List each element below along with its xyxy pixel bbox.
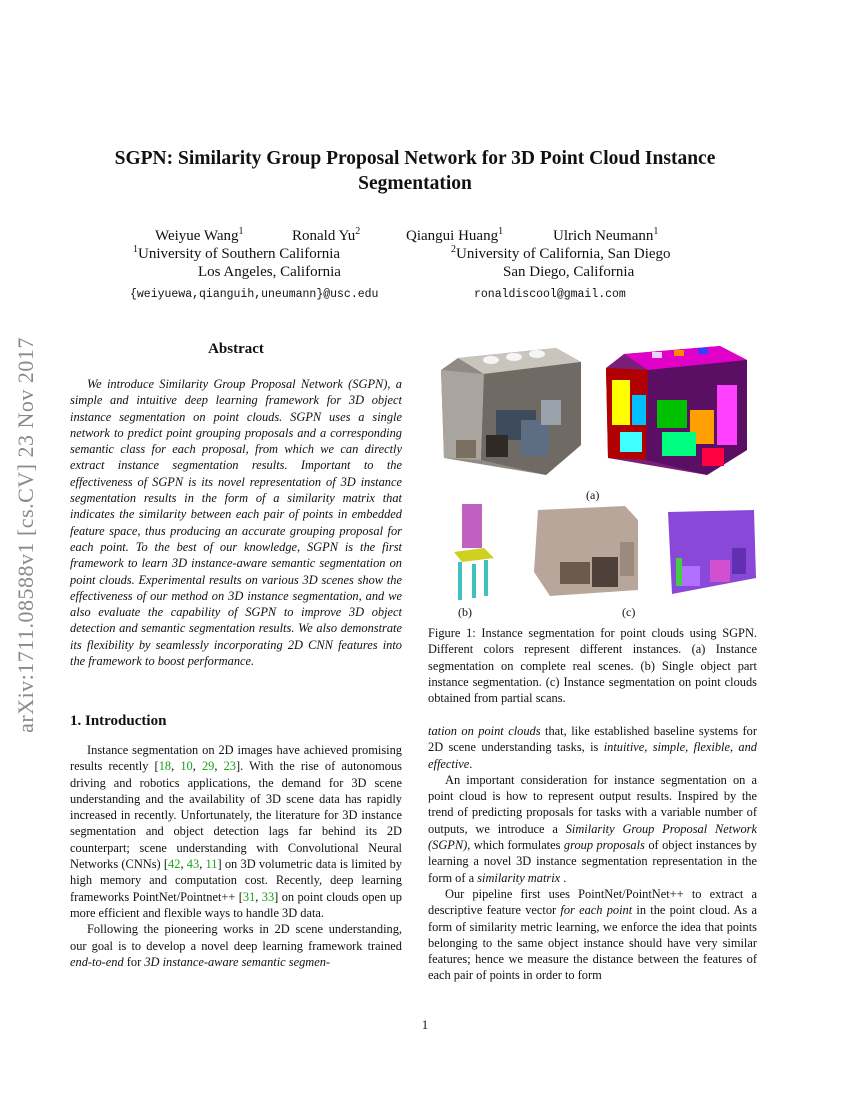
page-number: 1 (421, 1018, 429, 1032)
intro-paragraph-2: Following the pioneering works in 2D scene understanding, our goal is to develop a novel deep learning framework trained end-to-end for 3D instance-aware semantic segmen- (70, 922, 402, 969)
right-paragraph-2: An important consideration for instance segmentation on a point cloud is how to represent output results. Inspired by the trend of predicting proposals for tasks with a variable number of outputs, we introduce a Similarity Group Proposal Network (SGPN), which formulates group proposals of object instances by learning a novel 3D instance segmentation representation in the form of a similarity matrix . (428, 772, 757, 885)
figure-1c-partial-scan-instances (662, 508, 758, 598)
figure-1b-chair-parts (454, 502, 496, 602)
figure-1a-rgb-pointcloud (436, 340, 586, 480)
citation-link[interactable]: 43 (186, 857, 200, 872)
affiliation-2-line-2: San Diego, California (503, 264, 635, 280)
intro-paragraph-1: Instance segmentation on 2D images have achieved promising results recently [18, 10, 29, 23]. With the rise of autonomous driving and robotics applications, the demand for 3D scene understanding and the availability of 3D scene data has rapidly increased in recently. Unfortunately, the literature for 3D instance segmentation and object detection lags far behind its 2D counterpart; scene understanding with Convolutional Neural Networks (CNNs) [42, 43, 11] on 3D volumetric data is limited by high memory and computation cost. Recently, deep learning frameworks PointNet/Pointnet++ [31, 33] on point clouds open up more efficient and flexible ways to handle 3D data. (70, 743, 402, 920)
figure-1a-label: (a) (586, 488, 600, 502)
affiliation-1-line-2: Los Angeles, California (198, 264, 341, 280)
author-2: Ronald Yu$^2$ (292, 226, 361, 244)
figure-1a-instance-pointcloud (602, 340, 752, 480)
figure-1-caption: Figure 1: Instance segmentation for point clouds using SGPN. Different colors represent different instances. (a) Instance segmentation on complete real scenes. (b) Single object part instance segmentation. (c) Instance segmentation on point clouds obtained from partial scans. (428, 626, 757, 706)
author-4: Ulrich Neumann$^1$ (553, 226, 659, 244)
title-line-2: Segmentation (358, 173, 472, 194)
figure-1c-label: (c) (622, 605, 636, 619)
title-line-1: SGPN: Similarity Group Proposal Network for 3D Point Cloud Instance (114, 148, 716, 169)
citation-link[interactable]: 31 (242, 889, 256, 904)
arxiv-stamp (6, 285, 46, 785)
right-paragraph-3: Our pipeline first uses PointNet/PointNet++ to extract a descriptive feature vector for each point in the point cloud. As a form of similarity metric learning, we enforce the idea that points belonging to the same object instance should have very similar features; hence we measure the distance between the features of each pair of points in order to form (428, 886, 757, 983)
affiliation-1-email: {weiyuewa,qianguih,uneumann}@usc.edu (130, 288, 379, 301)
citation-link[interactable]: 10 (180, 759, 193, 774)
paper-title (60, 146, 770, 196)
figure-1c-partial-scan-rgb (530, 502, 640, 597)
intro-heading: 1. Introduction (70, 713, 167, 729)
right-paragraph-1: tation on point clouds that, like established baseline systems for 2D scene understanding tasks, is intuitive, simple, flexible, and effective. (428, 724, 758, 771)
affiliation-1-line-1: $^1$University of Southern California (133, 244, 341, 262)
citation-link[interactable]: 11 (205, 857, 218, 872)
abstract-heading: Abstract (208, 341, 264, 357)
citation-link[interactable]: 42 (168, 857, 181, 872)
figure-1 (430, 340, 760, 622)
citation-link[interactable]: 29 (201, 759, 215, 774)
affiliation-2-email: ronaldiscool@gmail.com (474, 288, 626, 301)
intro-body (70, 742, 402, 970)
figure-1b-label: (b) (458, 605, 472, 619)
citation-link[interactable]: 18 (158, 759, 172, 774)
abstract-text: We introduce Similarity Group Proposal Network (SGPN), a simple and intuitive deep learning framework for 3D object instance segmentation on point clouds. SGPN uses a single network to predict point grouping proposals and a corresponding semantic class for each proposal, from which we can directly extract instance segmentation results. Important to the effectiveness of SGPN is its novel representation of 3D instance segmentation results in the form of a similarity matrix that indicates the similarity between each pair of points in embedded feature space, thus producing an accurate grouping proposal for each point. To the best of our knowledge, SGPN is the first framework to learn 3D instance-aware semantic segmentation on point clouds. Experimental results on various 3D scenes show the effectiveness of our method on 3D instance segmentation, and we also evaluate the capability of SGPN to improve 3D object detection and semantic segmentation results. We also demonstrate its flexibility by seamlessly incorporating 2D CNN features into the framework to boost performance. (70, 377, 402, 669)
author-1: Weiyue Wang$^1$ (155, 226, 244, 244)
right-column-body (428, 723, 757, 984)
affiliation-2-line-1: $^2$University of California, San Diego (451, 244, 671, 262)
citation-link[interactable]: 23 (223, 759, 236, 774)
arxiv-id: arXiv:1711.08588v1 [cs.CV] 23 Nov 2017 (13, 337, 38, 733)
citation-link[interactable]: 33 (261, 889, 275, 904)
author-3: Qiangui Huang$^1$ (406, 226, 504, 244)
